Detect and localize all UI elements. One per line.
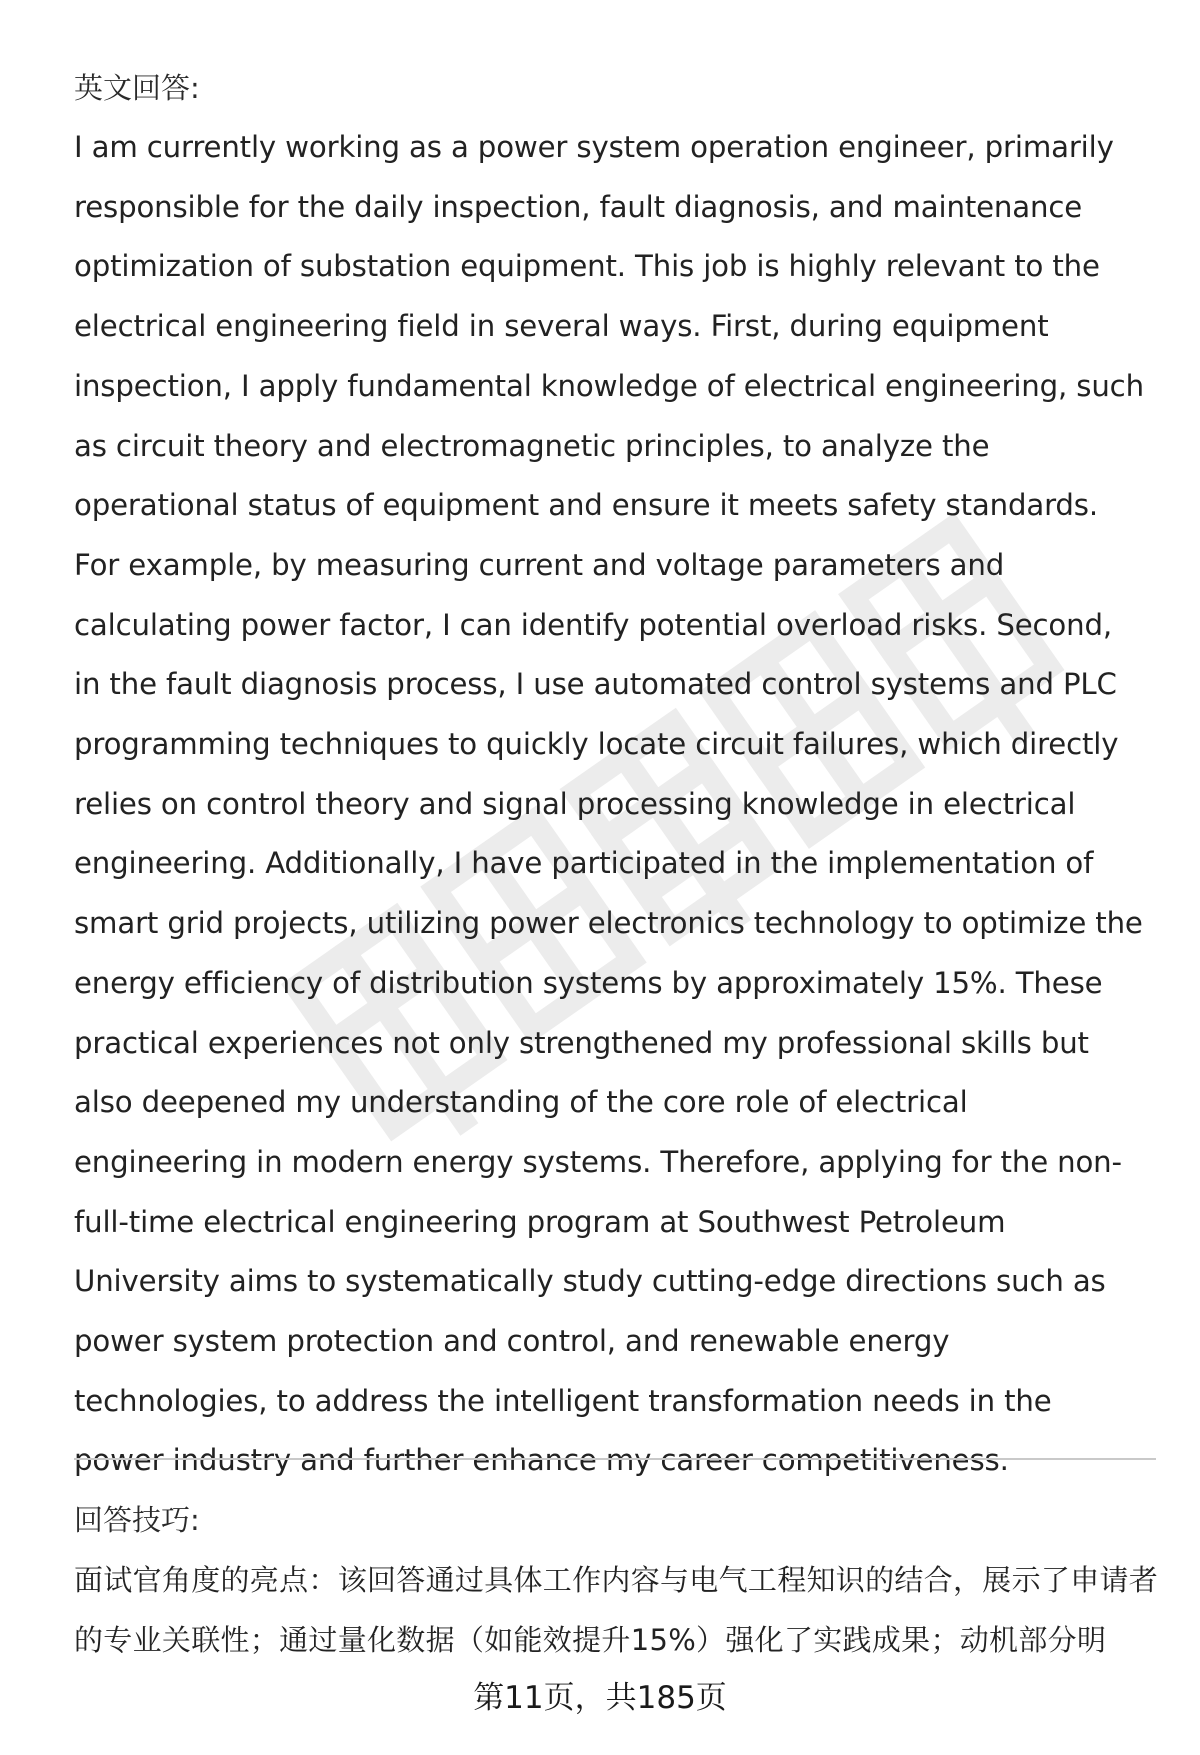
section-divider <box>74 1458 1156 1460</box>
tips-section <box>74 1490 1159 1670</box>
tips-heading: 回答技巧: <box>74 1503 200 1537</box>
tips-paragraph: 面试官角度的亮点：该回答通过具体工作内容与电气工程知识的结合，展示了申请者的专业关联性；通过量化数据（如能效提升15%）强化了实践成果；动机部分明 <box>74 1563 1159 1657</box>
answer-paragraph: I am currently working as a power system operation engineer, primarily responsible for the daily inspection, fault diagnosis, and maintenance optimization of substation equipment. This job is highly relevant to the electrical engineering field in several ways. First, during equipment inspection, I apply fundamental knowledge of electrical engineering, such as circuit theory and electromagnetic principles, to analyze the operational status of equipment and ensure it meets safety standards. For example, by measuring current and voltage parameters and calculating power factor, I can identify potential overload risks. Second, in the fault diagnosis process, I use automated control systems and PLC programming techniques to quickly locate circuit failures, which directly relies on control theory and signal processing knowledge in electrical engineering. Additionally, I have participated in the implementation of smart grid projects, utilizing power electronics technology to optimize the energy efficiency of distribution systems by approximately 15%. These practical experiences not only strengthened my professional skills but also deepened my understanding of the core role of electrical engineering in modern energy systems. Therefore, applying for the non-full-time electrical engineering program at Southwest Petroleum University aims to systematically study cutting-edge directions such as power system protection and control, and renewable energy technologies, to address the intelligent transformation needs in the power industry and further enhance my career competitiveness. <box>74 130 1144 1478</box>
answer-section <box>74 58 1144 1491</box>
answer-heading: 英文回答: <box>74 71 200 105</box>
page-number: 第11页，共185页 <box>473 1680 727 1716</box>
